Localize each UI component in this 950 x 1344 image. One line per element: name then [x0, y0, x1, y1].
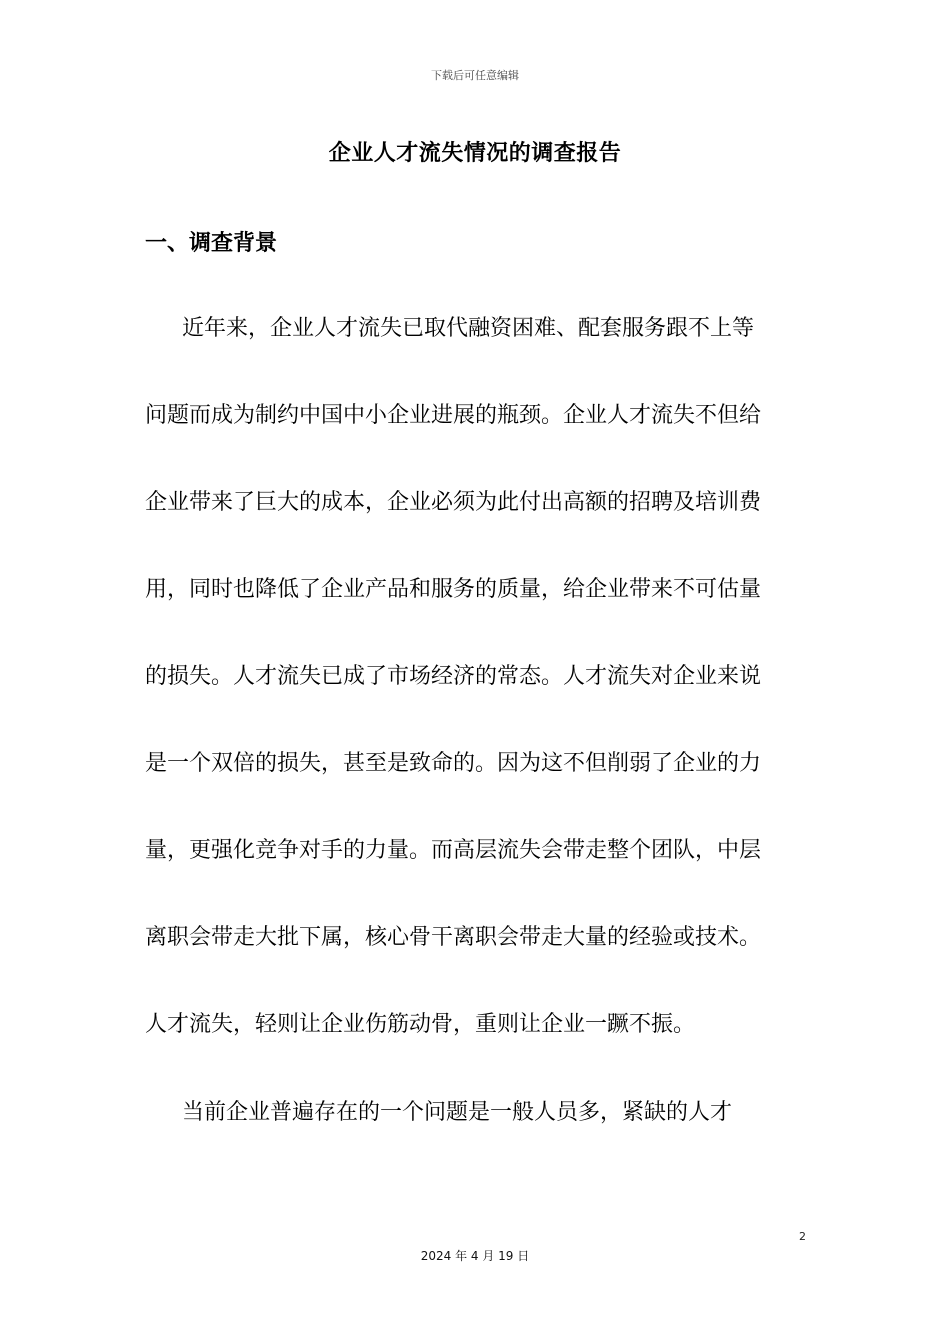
paragraph-line: 人才流失，轻则让企业伤筋动骨，重则让企业一蹶不振。 — [145, 1012, 696, 1037]
paragraph-line: 量，更强化竞争对手的力量。而高层流失会带走整个团队，中层 — [145, 838, 762, 863]
footer-date: 2024 年 4 月 19 日 — [420, 1249, 530, 1263]
document-title: 企业人才流失情况的调查报告 — [328, 141, 622, 166]
header-note: 下载后可任意编辑 — [431, 69, 519, 82]
section-heading: 一、调查背景 — [145, 231, 278, 256]
paragraph-line: 近年来，企业人才流失已取代融资困难、配套服务跟不上等 — [182, 316, 755, 341]
paragraph-line: 的损失。人才流失已成了市场经济的常态。人才流失对企业来说 — [145, 664, 762, 689]
paragraph-line: 问题而成为制约中国中小企业进展的瓶颈。企业人才流失不但给 — [145, 403, 762, 428]
paragraph-line: 当前企业普遍存在的一个问题是一般人员多，紧缺的人才 — [182, 1100, 733, 1125]
paragraph-line: 企业带来了巨大的成本，企业必须为此付出高额的招聘及培训费 — [145, 490, 762, 515]
page-number: 2 — [799, 1230, 806, 1243]
paragraph-line: 用，同时也降低了企业产品和服务的质量，给企业带来不可估量 — [145, 577, 762, 602]
paragraph-line: 是一个双倍的损失，甚至是致命的。因为这不但削弱了企业的力 — [145, 751, 762, 776]
paragraph-line: 离职会带走大批下属，核心骨干离职会带走大量的经验或技术。 — [145, 925, 762, 950]
